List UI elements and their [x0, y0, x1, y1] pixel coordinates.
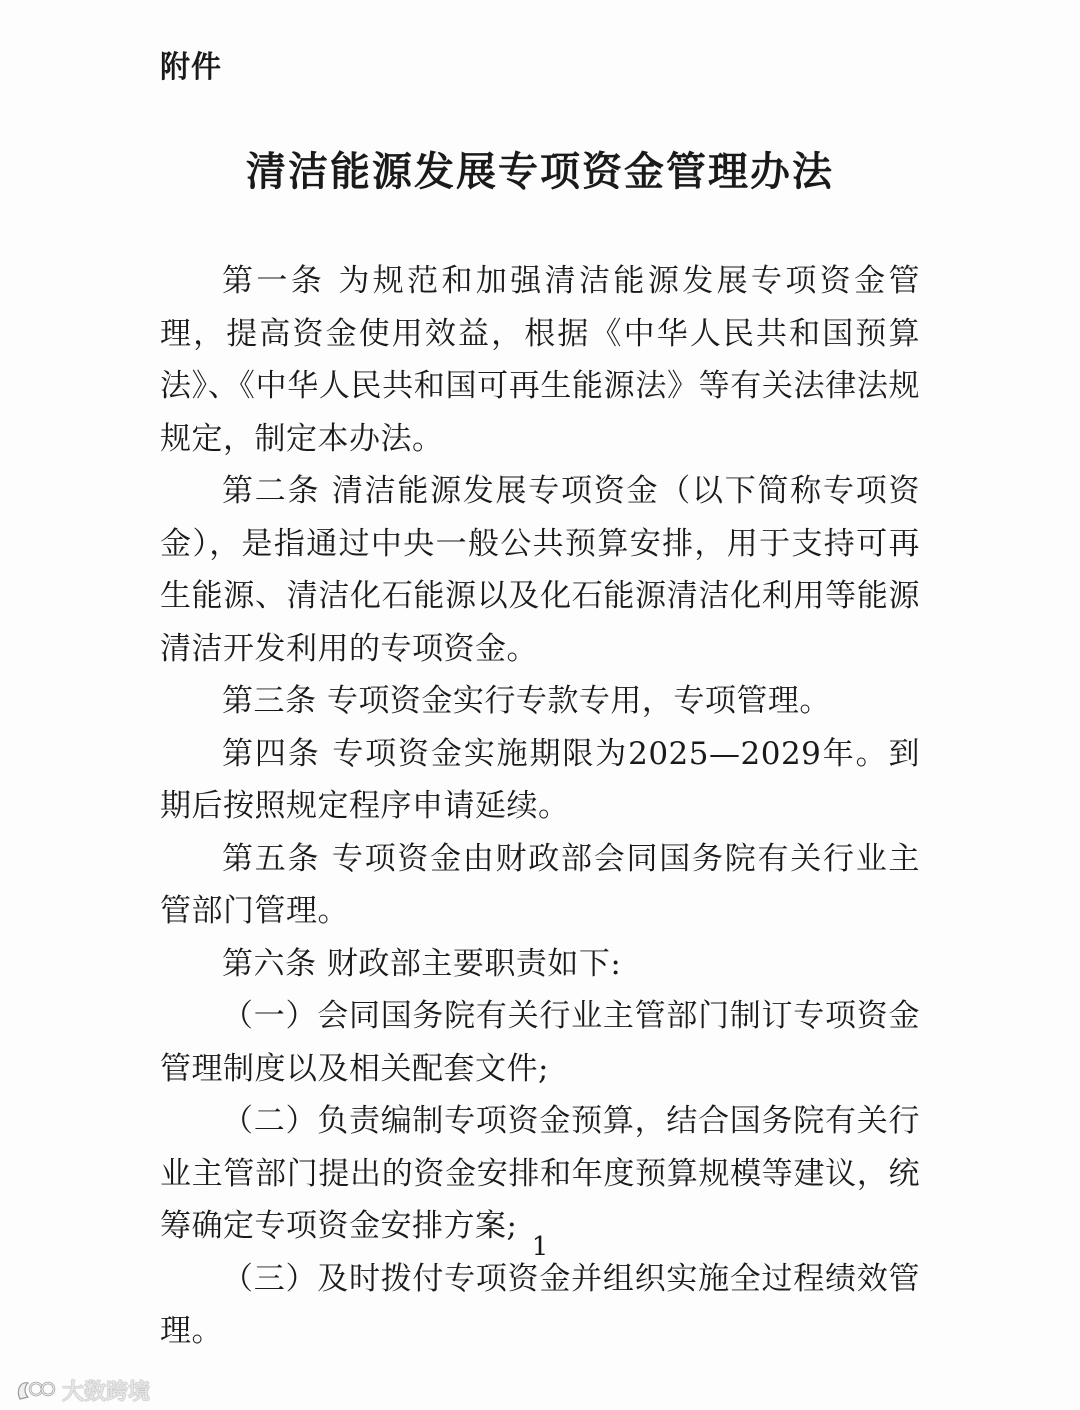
document-body — [160, 255, 920, 1358]
logo-icon — [14, 1377, 58, 1405]
paragraph-item-2: （二）负责编制专项资金预算，结合国务院有关行业主管部门提出的资金安排和年度预算规模等建议，统筹确定专项资金安排方案; — [160, 1103, 920, 1244]
paragraph-article-3: 第三条 专项资金实行专款专用，专项管理。 — [222, 683, 831, 719]
attachment-label: 附件 — [160, 50, 222, 85]
paragraph-item-3: （三）及时拨付专项资金并组织实施全过程绩效管理。 — [160, 1260, 920, 1349]
paragraph-article-6: 第六条 财政部主要职责如下: — [222, 945, 622, 982]
page-number: 1 — [531, 1232, 549, 1262]
document-title: 清洁能源发展专项资金管理办法 — [246, 149, 834, 195]
watermark-text: 大数跨境 — [62, 1380, 151, 1405]
paragraph-article-2: 第二条 清洁能源发展专项资金（以下简称专项资金），是指通过中央一般公共预算安排，用于支持可再生能源、清洁化石能源以及化石能源清洁化利用等能源清洁开发利用的专项资金。 — [160, 473, 920, 667]
paragraph-article-4: 第四条 专项资金实施期限为2025—2029年。到期后按照规定程序申请延续。 — [160, 735, 920, 824]
paragraph-item-1: （一）会同国务院有关行业主管部门制订专项资金管理制度以及相关配套文件; — [160, 998, 920, 1087]
paragraph-article-1: 第一条 为规范和加强清洁能源发展专项资金管理，提高资金使用效益，根据《中华人民共和国预算法》、《中华人民共和国可再生能源法》等有关法律法规规定，制定本办法。 — [160, 263, 920, 457]
watermark — [14, 1375, 150, 1406]
paragraph-article-5: 第五条 专项资金由财政部会同国务院有关行业主管部门管理。 — [160, 840, 920, 929]
